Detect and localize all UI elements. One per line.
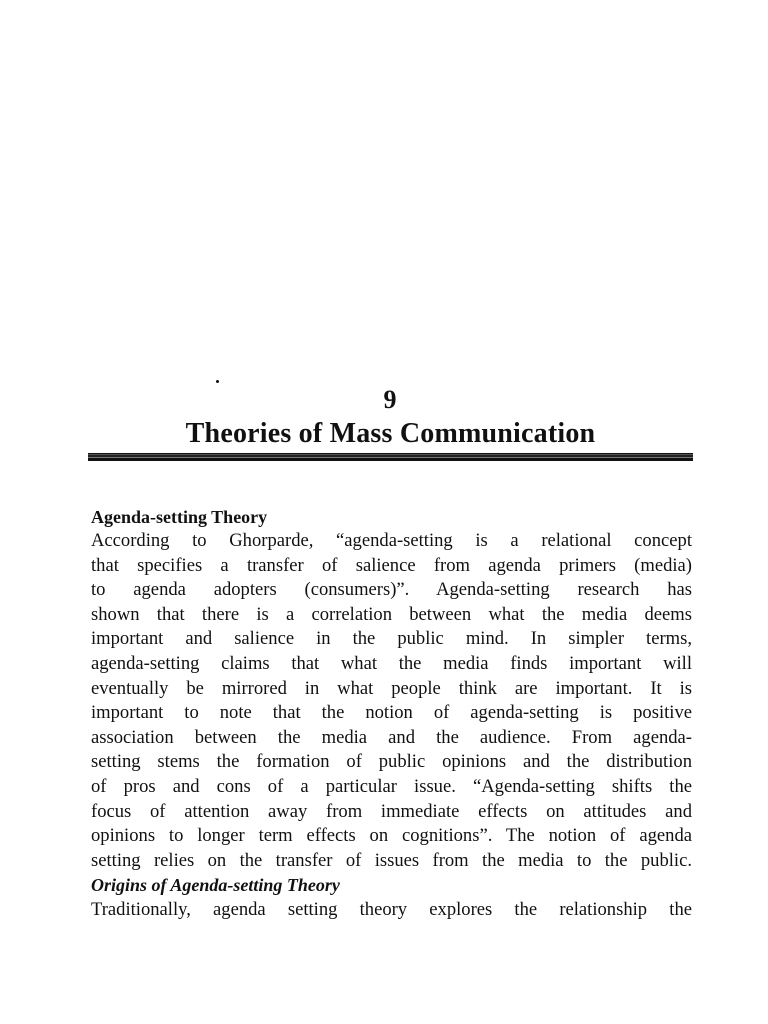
paragraph-line: shown that there is a correlation between what the media deems: [91, 603, 692, 625]
paragraph-line: that specifies a transfer of salience from agenda primers (media): [91, 554, 692, 576]
paragraph-line: important to note that the notion of agenda-setting is positive: [91, 702, 692, 724]
title-rule-divider: [88, 453, 693, 461]
paragraph-line: Traditionally, agenda setting theory explores the relationship the: [91, 899, 692, 921]
stray-ink-dot: [216, 380, 219, 383]
chapter-title: Theories of Mass Communication: [185, 418, 596, 449]
paragraph-line: eventually be mirrored in what people think are important. It is: [91, 677, 692, 699]
paragraph-line: setting stems the formation of public opinions and the distribution: [91, 751, 692, 773]
section-paragraph: [91, 529, 692, 873]
paragraph-line: agenda-setting claims that what the media finds important will: [91, 652, 692, 674]
chapter-number: 9: [383, 385, 397, 414]
section-heading: Agenda-setting Theory: [91, 507, 268, 527]
chapter-body: [91, 505, 692, 923]
paragraph-line: association between the media and the audience. From agenda-: [91, 726, 692, 748]
paragraph-line: setting relies on the transfer of issues from the media to the public.: [91, 849, 692, 871]
subsection-heading: Origins of Agenda-setting Theory: [91, 875, 340, 896]
paragraph-line: of pros and cons of a particular issue. “Agenda-setting shifts the: [91, 775, 692, 797]
paragraph-line: According to Ghorparde, “agenda-setting is a relational concept: [91, 530, 692, 551]
paragraph-line: opinions to longer term effects on cognitions”. The notion of agenda: [91, 825, 692, 847]
paragraph-line: important and salience in the public mind. In simpler terms,: [91, 628, 692, 650]
paragraph-line: focus of attention away from immediate effects on attitudes and: [91, 800, 692, 822]
paragraph-line: to agenda adopters (consumers)”. Agenda-setting research has: [91, 579, 692, 601]
subsection-paragraph: [91, 898, 692, 923]
